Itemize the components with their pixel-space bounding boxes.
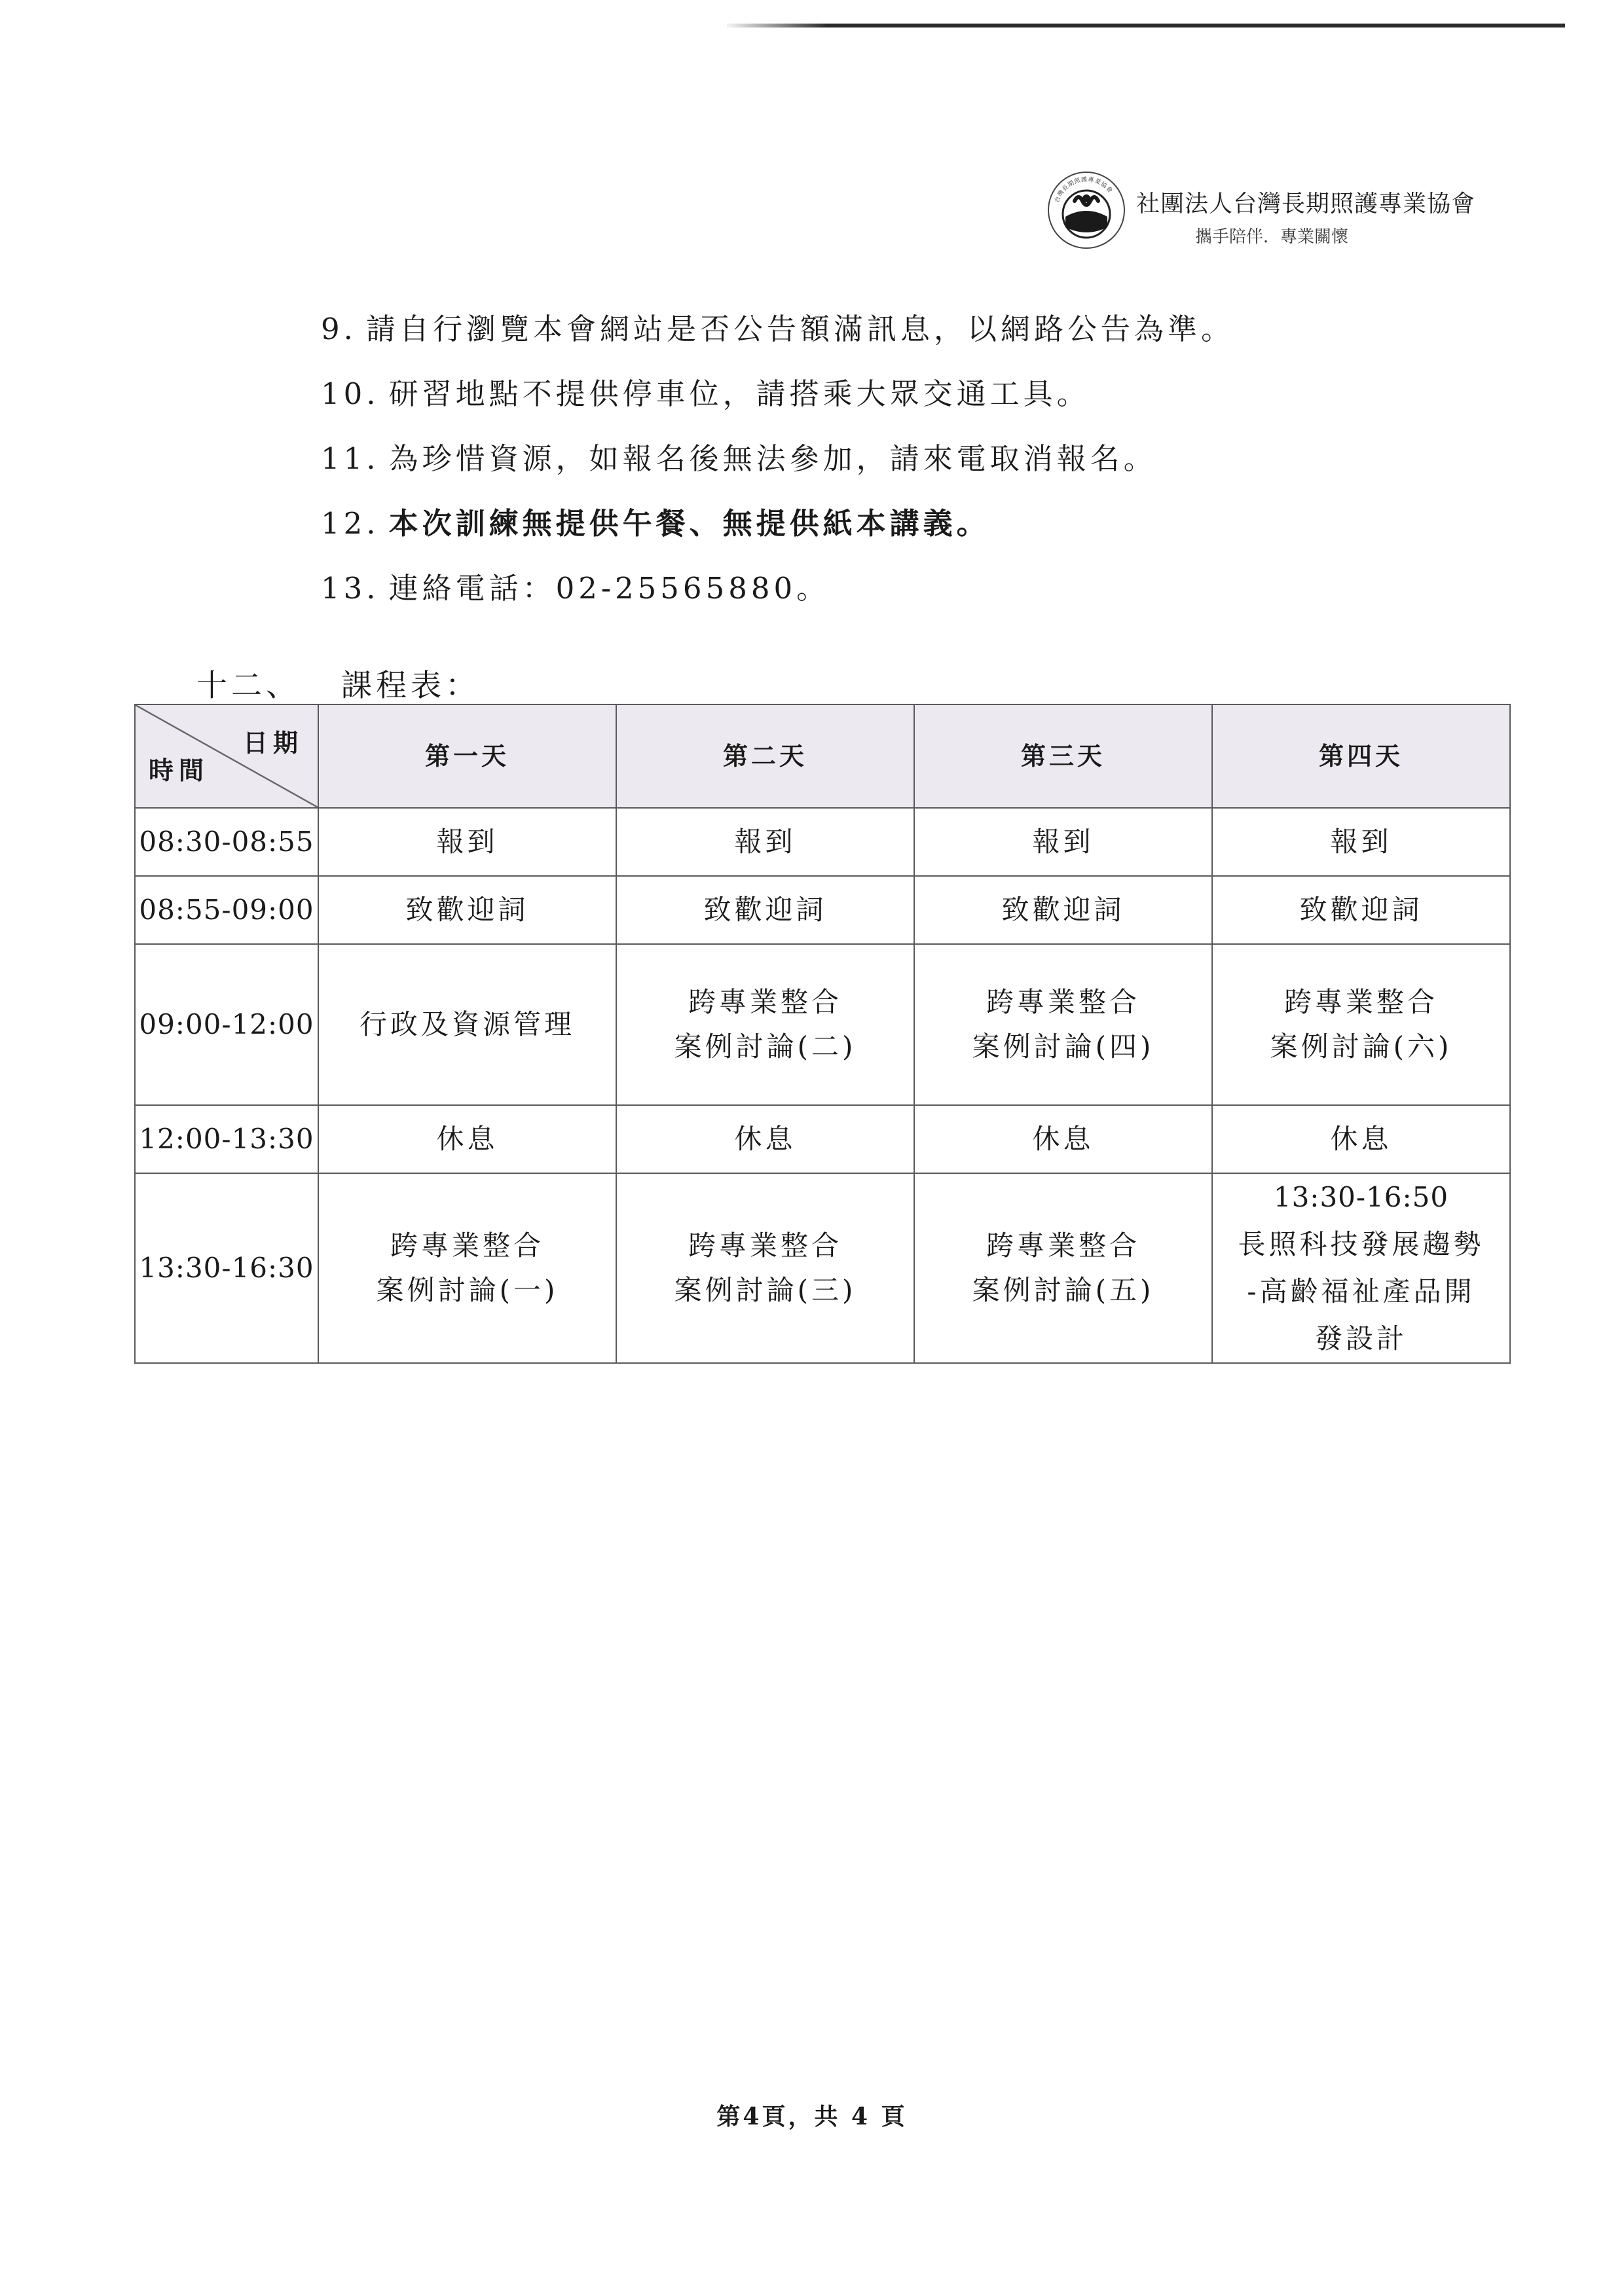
corner-time-label: 時間: [149, 756, 210, 785]
session-cell: 報到: [616, 808, 914, 876]
session-cell: 致歡迎詞: [616, 876, 914, 944]
note-text: 為珍惜資源，如報名後無法參加，請來電取消報名。: [388, 441, 1157, 476]
note-number: 9.: [321, 312, 357, 346]
organization-slogan: 攜手陪伴．專業關懷: [1195, 227, 1349, 247]
corner-header-cell: [135, 704, 318, 808]
session-cell: 跨專業整合 案例討論(一): [318, 1173, 616, 1363]
section-heading: [196, 661, 480, 705]
note-text: 請自行瀏覽本會網站是否公告額滿訊息，以網路公告為準。: [365, 312, 1234, 346]
note-number: 10.: [321, 376, 380, 411]
table-row: [135, 1105, 1510, 1173]
note-number: 12.: [321, 506, 380, 541]
session-cell: 休息: [1212, 1105, 1510, 1173]
note-item: [321, 311, 1434, 376]
session-cell: 跨專業整合 案例討論(三): [616, 1173, 914, 1363]
top-rule: [727, 24, 1565, 27]
table-row: [135, 944, 1510, 1105]
note-number: 13.: [321, 571, 380, 606]
table-header-row: [135, 704, 1510, 808]
notes-list: [321, 311, 1434, 635]
note-item: [321, 441, 1434, 505]
organization-name: 社團法人台灣長期照護專業協會: [1136, 191, 1476, 217]
day-header: 第一天: [318, 704, 616, 808]
table-row: [135, 876, 1510, 944]
session-cell: 跨專業整合 案例討論(二): [616, 944, 914, 1105]
session-cell: 跨專業整合 案例討論(五): [914, 1173, 1212, 1363]
time-slot-cell: 09:00-12:00: [135, 944, 318, 1105]
section-number: 十二、: [196, 668, 301, 704]
table-row: [135, 1173, 1510, 1363]
time-slot-cell: 08:55-09:00: [135, 876, 318, 944]
session-cell: 休息: [616, 1105, 914, 1173]
session-cell: 13:30-16:50 長照科技發展趨勢 -高齡福祉產品開 發設計: [1212, 1173, 1510, 1363]
day-header: 第三天: [914, 704, 1212, 808]
section-title: 課程表：: [341, 668, 480, 704]
table-row: [135, 808, 1510, 876]
letterhead: [1044, 167, 1503, 265]
course-schedule-table: [134, 704, 1511, 1364]
note-item: [321, 570, 1434, 635]
session-cell: 休息: [914, 1105, 1212, 1173]
corner-date-label: 日期: [242, 728, 303, 757]
session-cell: 跨專業整合 案例討論(四): [914, 944, 1212, 1105]
session-cell: 休息: [318, 1105, 616, 1173]
session-cell: 致歡迎詞: [1212, 876, 1510, 944]
note-text: 連絡電話：02-25565880。: [388, 571, 830, 606]
session-cell: 報到: [318, 808, 616, 876]
session-cell: 行政及資源管理: [318, 944, 616, 1105]
note-text: 研習地點不提供停車位，請搭乘大眾交通工具。: [388, 376, 1090, 411]
svg-text:台灣長期照護專業協會: 台灣長期照護專業協會: [1054, 176, 1114, 204]
session-cell: 報到: [914, 808, 1212, 876]
session-cell: 致歡迎詞: [318, 876, 616, 944]
note-text: 本次訓練無提供午餐、無提供紙本講義。: [388, 506, 990, 541]
day-header: 第四天: [1212, 704, 1510, 808]
time-slot-cell: 13:30-16:30: [135, 1173, 318, 1363]
session-cell: 跨專業整合 案例討論(六): [1212, 944, 1510, 1105]
session-cell: 致歡迎詞: [914, 876, 1212, 944]
note-item-emphasized: [321, 505, 1434, 570]
note-number: 11.: [321, 441, 380, 476]
association-seal-logo: [1044, 167, 1128, 251]
note-item: [321, 376, 1434, 441]
time-slot-cell: 12:00-13:30: [135, 1105, 318, 1173]
session-cell: 報到: [1212, 808, 1510, 876]
time-slot-cell: 08:30-08:55: [135, 808, 318, 876]
page-number-footer: 第4頁，共 4 頁: [716, 2103, 908, 2130]
day-header: 第二天: [616, 704, 914, 808]
